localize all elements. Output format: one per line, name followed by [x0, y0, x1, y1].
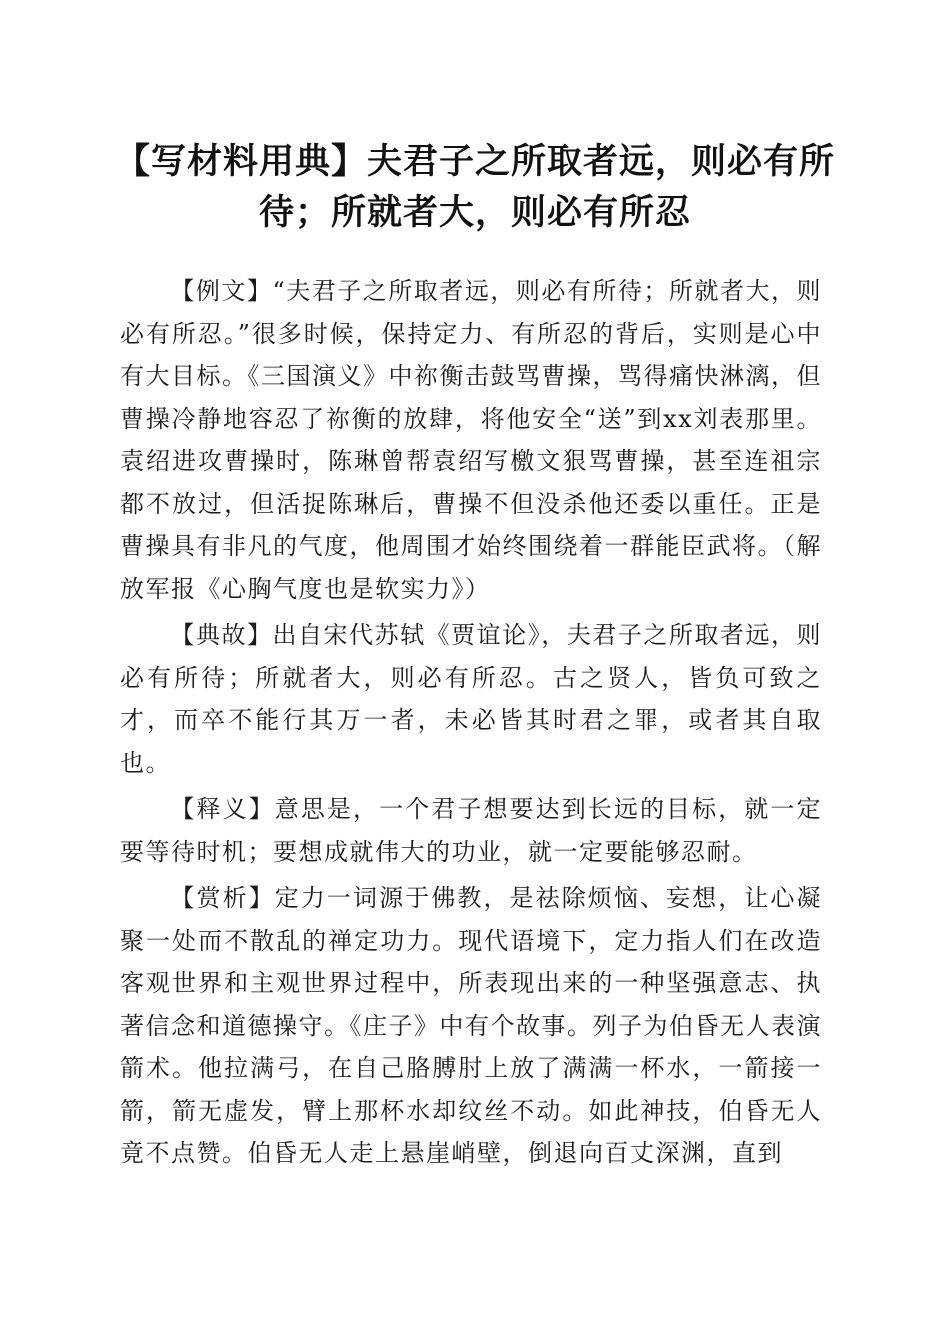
paragraph-example: 【例文】“夫君子之所取者远，则必有所待；所就者大，则必有所忍。”很多时候，保持定力、有所忍的背后，实则是心中有大目标。《三国演义》中祢衡击鼓骂曹操，骂得痛快淋漓，但曹操冷静地容忍了祢衡的放肆，将他安全“送”到xx刘表那里。袁绍进攻曹操时，陈琳曾帮袁绍写檄文狠骂曹操，甚至连祖宗都不放过，但活捉陈琳后，曹操不但没杀他还委以重任。正是曹操具有非凡的气度，他周围才始终围绕着一群能臣武将。（解放军报《心胸气度也是软实力》）: [120, 277, 822, 603]
paragraph-meaning: 【释义】意思是，一个君子想要达到长远的目标，就一定要等待时机；要想成就伟大的功业，就一定要能够忍耐。: [120, 795, 822, 866]
paragraph-appreciation: 【赏析】定力一词源于佛教，是祛除烦恼、妄想，让心凝聚一处而不散乱的禅定功力。现代语境下，定力指人们在改造客观世界和主观世界过程中，所表现出来的一种坚强意志、执著信念和道德操守。《庄子》中有个故事。列子为伯昏无人表演箭术。他拉满弓，在自己胳膊肘上放了满满一杯水，一箭接一箭，箭无虚发，臂上那杯水却纹丝不动。如此神技，伯昏无人竟不点赞。伯昏无人走上悬崖峭壁，倒退向百丈深渊，直到: [120, 884, 822, 1167]
document-title: 【写材料用典】夫君子之所取者远，则必有所待；所就者大，则必有所忍: [114, 141, 835, 233]
paragraph-allusion: 【典故】出自宋代苏轼《贾谊论》，夫君子之所取者远，则必有所待；所就者大，则必有所忍。古之贤人，皆负可致之才，而卒不能行其万一者，未必皆其时君之罪，或者其自取也。: [120, 621, 822, 777]
document-body: [120, 270, 822, 1179]
